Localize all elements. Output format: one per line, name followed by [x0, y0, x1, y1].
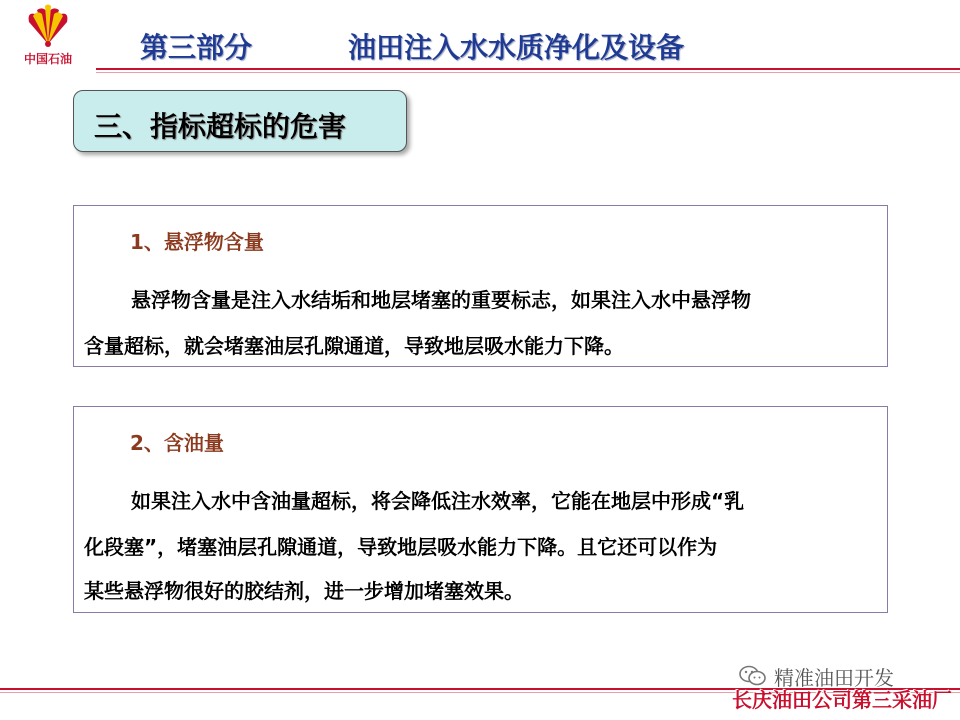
header-divider-thin — [96, 72, 960, 73]
watermark-label: 精准油田开发 — [774, 665, 894, 690]
content-card-suspended-solids — [73, 205, 888, 367]
card-text-line: 如果注入水中含油量超标，将会降低注水效率，它能在地层中形成“乳 — [131, 489, 745, 513]
card-text-line: 化段塞”，堵塞油层孔隙通道，导致地层吸水能力下降。且它还可以作为 — [84, 535, 718, 559]
card-text-line: 含量超标，就会堵塞油层孔隙通道，导致地层吸水能力下降。 — [84, 334, 624, 358]
section-title: 三、指标超标的危害 — [94, 110, 347, 143]
card-text-line: 某些悬浮物很好的胶结剂，进一步增加堵塞效果。 — [84, 579, 524, 603]
petrochina-logo — [12, 4, 84, 68]
wechat-icon — [738, 665, 768, 687]
wechat-watermark — [734, 664, 898, 688]
footer-company: 长庆油田公司第三采油厂 — [732, 688, 952, 712]
header-title: 油田注入水水质净化及设备 — [348, 31, 685, 64]
card-text-line: 悬浮物含量是注入水结垢和地层堵塞的重要标志，如果注入水中悬浮物 — [131, 288, 751, 312]
petrochina-logo-icon — [23, 4, 73, 48]
header-divider — [96, 68, 960, 70]
header-part: 第三部分 — [140, 31, 253, 64]
card-heading: 2、含油量 — [130, 431, 224, 455]
logo-text: 中国石油 — [23, 52, 72, 66]
card-heading: 1、悬浮物含量 — [130, 230, 264, 254]
section-title-box — [73, 90, 407, 152]
content-card-oil-content — [73, 406, 888, 613]
